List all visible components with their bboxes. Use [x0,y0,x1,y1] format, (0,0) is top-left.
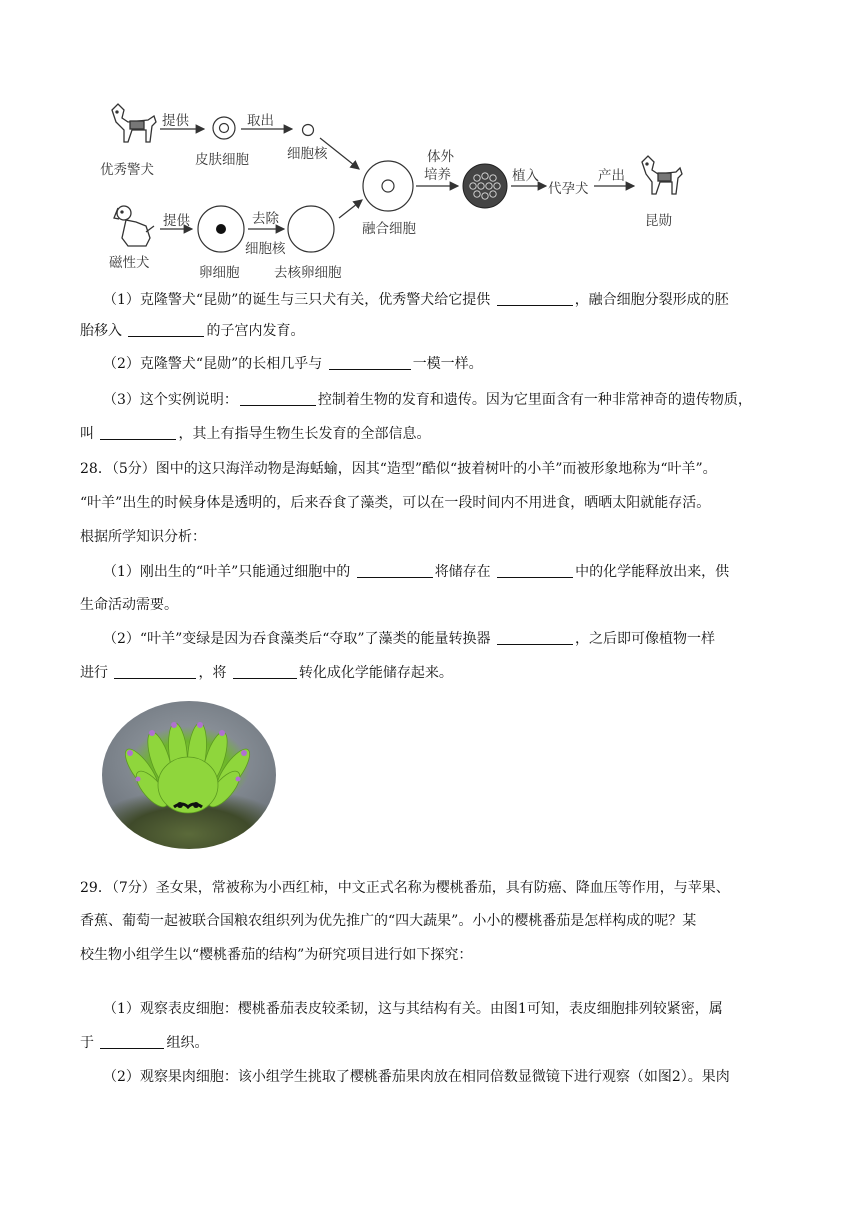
label-take-out: 取出 [247,113,274,129]
cloned-dog-icon [642,156,682,194]
q27-p3-text-a: （3）这个实例说明： [103,392,238,408]
q29-p1-text-b: 于 [80,1035,94,1051]
q29-intro-line1: 29．（7分）圣女果，常被称为小西红柿，中文正式名称为樱桃番茄，具有防癌、降血压等作用，与苹果、 [80,880,730,896]
label-provide-bottom: 提供 [163,213,190,229]
label-skin-cell: 皮肤细胞 [195,152,249,168]
embryo-icon [463,164,507,208]
q27-p3-text-d: ，其上有指导生物生长发育的全部信息。 [178,426,431,442]
answer-blank[interactable] [357,563,433,578]
label-implant: 植入 [512,168,539,184]
q28-p2-text-d: ，将 [198,665,227,681]
q27-p2-text-b: 一模一样。 [412,356,483,372]
q29-part1-line2 [80,1033,785,1053]
answer-blank[interactable] [100,425,176,440]
q27-part1-line1 [103,290,783,310]
leaf-sheep-drawing [102,701,276,849]
q28-part2-line2 [80,663,785,683]
answer-blank[interactable] [233,664,297,679]
answer-blank[interactable] [497,630,573,645]
enucleated-egg-icon [288,206,334,252]
arrow-egg-to-fusion [339,200,362,218]
label-egg-cell: 卵细胞 [199,265,240,281]
q27-p3-text-c: 叫 [80,426,94,442]
label-in-vitro-1: 体外 [427,149,454,165]
q27-p1-text-a: （1）克隆警犬“昆勋”的诞生与三只犬有关，优秀警犬给它提供 [103,292,491,308]
q28-p1-text-a: （1）刚出生的“叶羊”只能通过细胞中的 [103,564,351,580]
label-excellent-dog: 优秀警犬 [100,162,154,178]
q27-part3-line1 [103,390,783,410]
q28-p2-text-e: 转化成化学能储存起来。 [298,665,453,681]
q28-intro-line3: 根据所学知识分析： [80,529,206,545]
q28-p1-text-c: 中的化学能释放出来，供 [575,564,730,580]
label-surrogate: 代孕犬 [548,181,589,197]
q29-p1-text-c: 组织。 [166,1035,209,1051]
q28-part1-line1 [103,562,783,582]
label-produce: 产出 [598,168,625,184]
label-in-vitro-2: 培养 [424,167,451,183]
answer-blank[interactable] [114,664,196,679]
q28-p2-text-c: 进行 [80,665,108,681]
answer-blank[interactable] [329,355,411,370]
answer-blank[interactable] [240,391,316,406]
q29-intro-line2: 香蕉、葡萄一起被联合国粮农组织列为优先推广的“四大蔬果”。小小的樱桃番茄是怎样构成的呢？某 [80,913,697,929]
q27-p2-text-a: （2）克隆警犬“昆勋”的长相几乎与 [103,356,323,372]
q28-p2-text-b: ，之后即可像植物一样 [575,631,715,647]
answer-blank[interactable] [128,322,204,337]
q29-intro-line3: 校生物小组学生以“樱桃番茄的结构”为研究项目进行如下探究： [80,947,473,963]
q27-part2-line [103,354,783,374]
q28-part1-line2: 生命活动需要。 [80,597,178,613]
label-nucleus: 细胞核 [287,146,328,162]
q28-intro-line1: 28．（5分）图中的这只海洋动物是海蛞蝓，因其“造型”酷似“披着树叶的小羊”而被形象地称为“叶羊”。 [80,461,717,477]
answer-blank[interactable] [497,563,573,578]
label-enucleated-egg: 去核卵细胞 [274,265,342,281]
answer-blank[interactable] [100,1034,164,1049]
label-fusion-cell: 融合细胞 [362,221,416,237]
q28-p2-text-a: （2）“叶羊”变绿是因为吞食藻类后“夺取”了藻类的能量转换器 [103,631,491,647]
label-magnetic-dog: 磁性犬 [109,255,150,271]
leaf-sheep-photo [102,701,276,849]
nucleus-icon [303,125,314,136]
egg-cell-icon [198,206,244,252]
q27-p3-text-b: 控制着生物的发育和遗传。因为它里面含有一种非常神奇的遗传物质， [317,392,752,408]
q28-p1-text-b: 将储存在 [434,564,491,580]
police-dog-icon [112,104,156,142]
q29-part2-line1: （2）观察果肉细胞：该小组学生挑取了樱桃番茄果肉放在相同倍数显微镜下进行观察（如图2）。果肉 [103,1069,730,1085]
q27-p1-text-d: 的子宫内发育。 [206,323,305,339]
q27-part3-line2 [80,424,785,444]
magnetic-dog-icon [114,206,154,246]
q28-part2-line1 [103,629,783,649]
skin-cell-icon [213,117,235,139]
label-remove-2: 细胞核 [245,241,286,257]
q29-part1-line1: （1）观察表皮细胞：樱桃番茄表皮较柔韧，这与其结构有关。由图1可知，表皮细胞排列较紧密，属 [103,1001,723,1017]
answer-blank[interactable] [497,291,573,306]
q27-part1-line2 [80,321,785,341]
q27-p1-text-c: 胎移入 [80,323,122,339]
label-provide-top: 提供 [162,113,189,129]
label-remove-1: 去除 [252,211,279,227]
label-kunxun: 昆勋 [645,213,672,229]
q28-intro-line2: “叶羊”出生的时候身体是透明的，后来吞食了藻类，可以在一段时间内不用进食，晒晒太阳就能存活。 [80,495,711,511]
fusion-cell-icon [363,161,413,211]
q27-p1-text-b: ，融合细胞分裂形成的胚 [574,292,729,308]
